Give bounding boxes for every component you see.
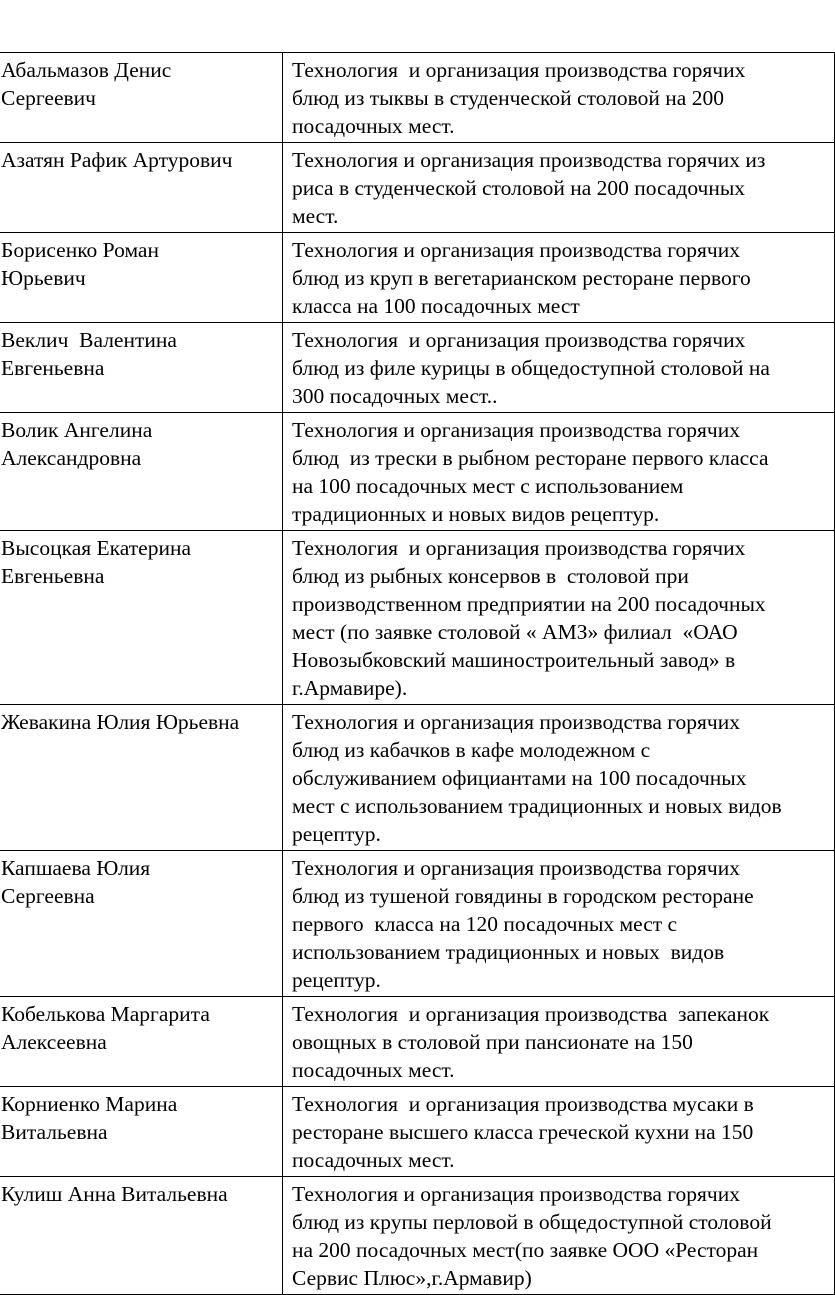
student-name-line: Сергеевич [1,86,96,110]
student-name-cell [0,851,283,997]
student-name-line: Евгеньевна [1,564,105,588]
thesis-topic-cell [283,233,835,323]
thesis-topic-line: Технология и организация производства горячих [292,238,740,262]
thesis-topic-line: блюд из рыбных консервов в столовой при [292,564,689,588]
thesis-topic-line: первого класса на 120 посадочных мест с [292,912,678,936]
student-name-line: Жевакина Юлия Юрьевна [1,710,240,734]
thesis-topic-line: Технология и организация производства запеканок [292,1002,770,1026]
student-name-line: Сергеевна [1,884,95,908]
thesis-topic-line: риса в студенческой столовой на 200 посадочных [292,176,746,200]
thesis-topic-line: ресторане высшего класса греческой кухни на 150 [292,1120,754,1144]
table-row [0,143,835,233]
student-name-cell [0,323,283,413]
thesis-topic-line: Технология и организация производства горячих [292,418,740,442]
student-name-line: Витальевна [1,1120,108,1144]
student-name-line: Кулиш Анна Витальевна [1,1182,228,1206]
thesis-topic-line: рецептур. [292,968,381,992]
thesis-topic-line: посадочных мест. [292,1058,455,1082]
thesis-topic-line: использованием традиционных и новых видов [292,940,725,964]
thesis-topic-line: блюд из кабачков в кафе молодежном с [292,738,651,762]
thesis-topic-line: мест (по заявке столовой « АМЗ» филиал «ОАО [292,620,738,644]
student-name-cell [0,233,283,323]
thesis-topic-line: мест с использованием традиционных и новых видов [292,794,782,818]
thesis-topic-cell [283,53,835,143]
thesis-topic-cell [283,1177,835,1295]
thesis-topic-line: на 200 посадочных мест(по заявке ООО «Ресторан [292,1238,759,1262]
thesis-topic-line: Технология и организация производства горячих [292,536,746,560]
student-name-cell [0,53,283,143]
student-name-cell [0,413,283,531]
thesis-topics-table [0,52,835,1295]
student-name-line: Борисенко Роман [1,238,159,262]
student-name-cell [0,531,283,705]
thesis-topic-line: Технология и организация производства горячих [292,328,746,352]
thesis-topic-line: блюд из крупы перловой в общедоступной столовой [292,1210,772,1234]
table-body [0,53,835,1295]
thesis-topic-line: 300 посадочных мест.. [292,384,498,408]
thesis-topic-cell [283,143,835,233]
table-row [0,997,835,1087]
student-name-cell [0,1087,283,1177]
student-name-line: Алексеевна [1,1030,107,1054]
table-row [0,851,835,997]
thesis-topic-line: традиционных и новых видов рецептур. [292,502,660,526]
thesis-topic-cell [283,997,835,1087]
student-name-line: Азатян Рафик Артурович [1,148,233,172]
student-name-line: Высоцкая Екатерина [1,536,191,560]
student-name-line: Капшаева Юлия [1,856,151,880]
thesis-topic-line: Технология и организация производства горячих из [292,148,766,172]
thesis-topic-cell [283,705,835,851]
table-row [0,531,835,705]
thesis-topic-line: Технология и организация производства горячих [292,58,746,82]
student-name-cell [0,1177,283,1295]
thesis-topic-line: посадочных мест. [292,1148,455,1172]
thesis-topic-line: Технология и организация производства горячих [292,710,740,734]
thesis-topic-line: блюд из трески в рыбном ресторане первого класса [292,446,769,470]
thesis-topic-cell [283,531,835,705]
table-row [0,323,835,413]
thesis-topic-line: на 100 посадочных мест с использованием [292,474,684,498]
student-name-cell [0,143,283,233]
student-name-line: Юрьевич [1,266,86,290]
thesis-topic-line: блюд из круп в вегетарианском ресторане первого [292,266,751,290]
student-name-line: Евгеньевна [1,356,105,380]
thesis-topic-line: рецептур. [292,822,381,846]
thesis-topic-cell [283,413,835,531]
thesis-topic-line: производственном предприятии на 200 посадочных [292,592,766,616]
thesis-topic-line: блюд из тыквы в студенческой столовой на 200 [292,86,724,110]
thesis-topic-line: г.Армавире). [292,676,408,700]
thesis-topic-line: блюд из филе курицы в общедоступной столовой на [292,356,770,380]
thesis-topic-line: посадочных мест. [292,114,455,138]
student-name-cell [0,997,283,1087]
thesis-topic-line: Новозыбковский машиностроительный завод» в [292,648,736,672]
table-row [0,1087,835,1177]
thesis-topic-line: класса на 100 посадочных мест [292,294,580,318]
thesis-topic-line: Технология и организация производства горячих [292,1182,740,1206]
student-name-line: Александровна [1,446,142,470]
table-row [0,53,835,143]
student-name-line: Абальмазов Денис [1,58,172,82]
thesis-topic-line: обслуживанием официантами на 100 посадочных [292,766,747,790]
table-row [0,1177,835,1295]
thesis-topic-line: овощных в столовой при пансионате на 150 [292,1030,693,1054]
thesis-topic-line: блюд из тушеной говядины в городском ресторане [292,884,754,908]
thesis-topic-cell [283,851,835,997]
thesis-topic-line: Сервис Плюс»,г.Армавир) [292,1266,532,1290]
table-row [0,233,835,323]
student-name-line: Веклич Валентина [1,328,177,352]
table-row [0,705,835,851]
student-name-line: Кобелькова Маргарита [1,1002,210,1026]
thesis-topic-line: Технология и организация производства горячих [292,856,740,880]
student-name-line: Волик Ангелина [1,418,153,442]
thesis-topic-line: мест. [292,204,339,228]
table-row [0,413,835,531]
student-name-line: Корниенко Марина [1,1092,178,1116]
thesis-topic-cell [283,323,835,413]
student-name-cell [0,705,283,851]
thesis-topic-cell [283,1087,835,1177]
thesis-topic-line: Технология и организация производства мусаки в [292,1092,754,1116]
